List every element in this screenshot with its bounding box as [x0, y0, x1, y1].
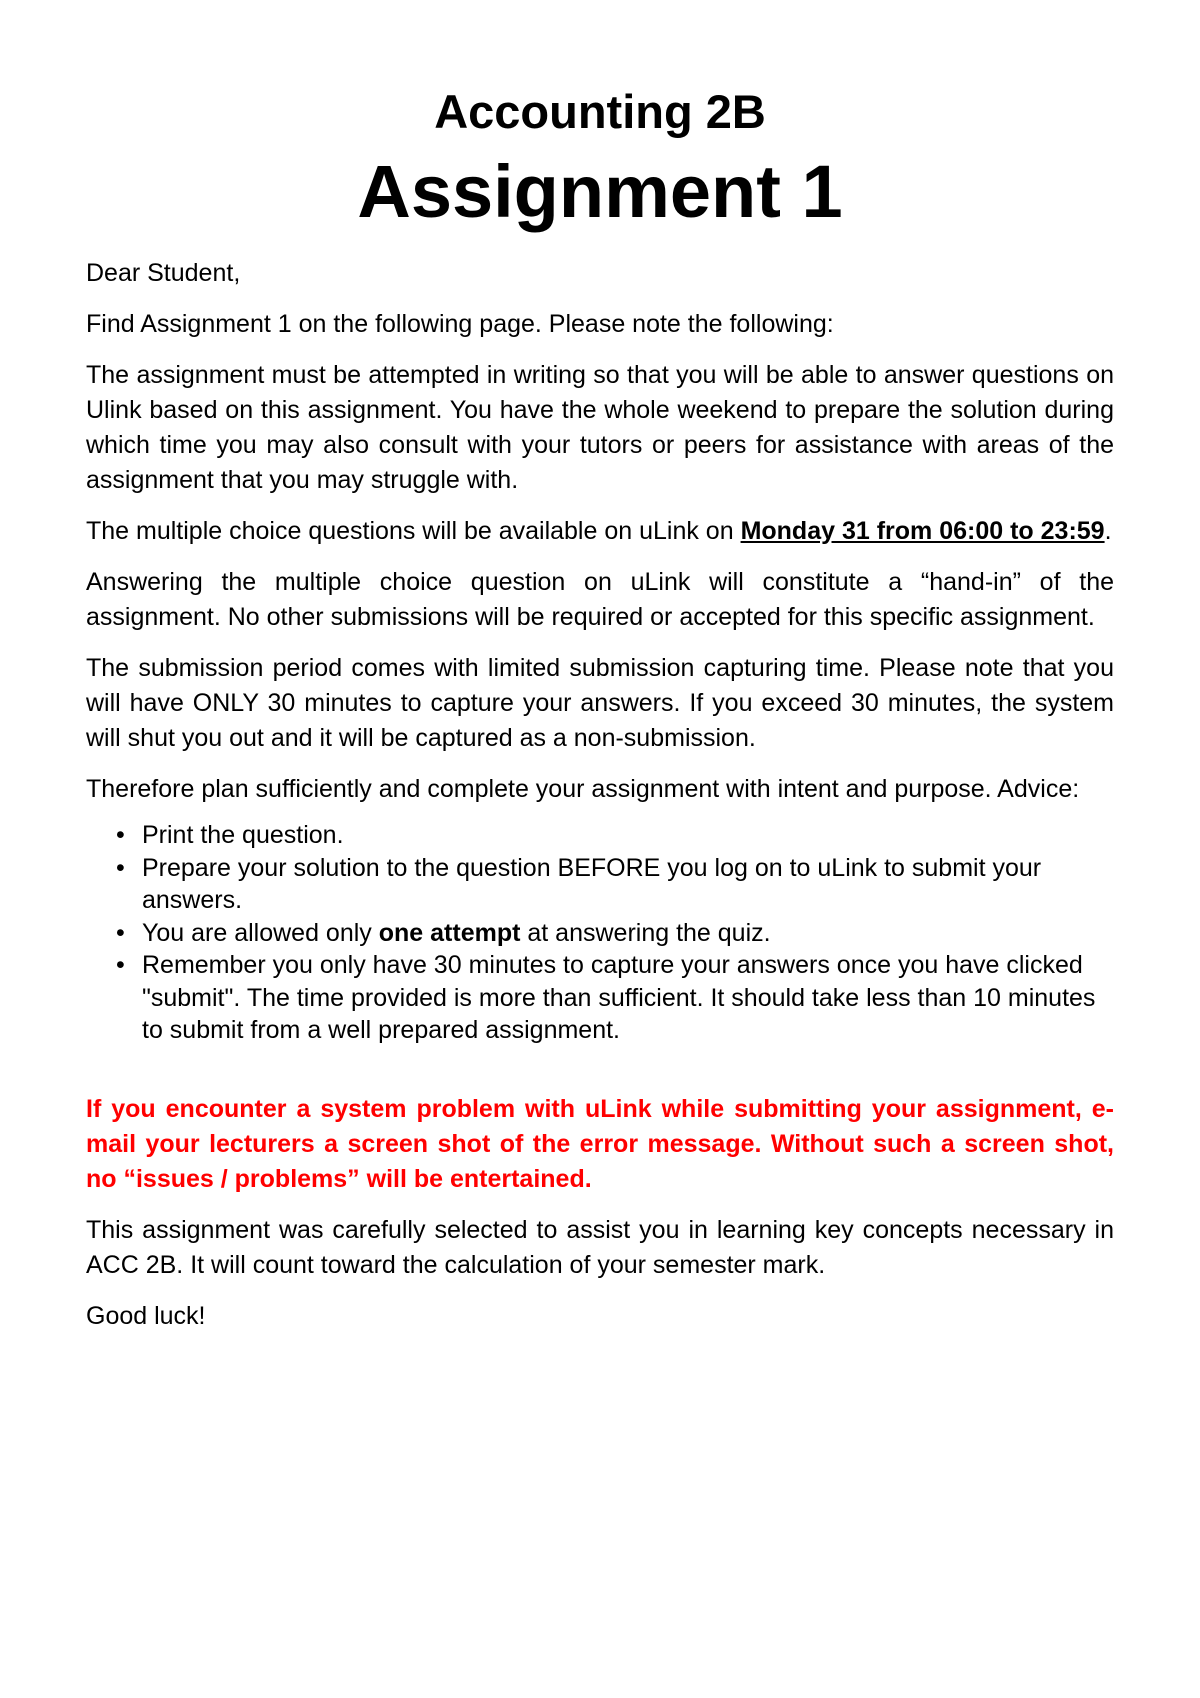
advice-item-text: Remember you only have 30 minutes to capture your answers once you have clicked "submit". The time provided is more than sufficient. It should take less than 10 minutes to submit from a well prepared assignment.	[142, 951, 1096, 1044]
assignment-title: Assignment 1	[357, 150, 843, 233]
availability-text: The multiple choice questions will be available on uLink on	[86, 517, 741, 545]
system-problem-warning: If you encounter a system problem with uLink while submitting your assignment, e-mail your lecturers a screen shot of the error message. Without such a screen shot, no “issues / problems” will be entertained.	[86, 1094, 1114, 1193]
handin-paragraph: Answering the multiple choice question on uLink will constitute a “hand-in” of the assignment. No other submissions will be required or accepted for this specific assignment.	[86, 568, 1114, 631]
bullet-icon: •	[116, 918, 125, 947]
purpose-paragraph: This assignment was carefully selected to assist you in learning key concepts necessary in ACC 2B. It will count toward the calculation of your semester mark.	[86, 1215, 1114, 1279]
availability-date: Monday 31 from 06:00 to 23:59	[740, 517, 1105, 545]
greeting: Dear Student,	[86, 259, 241, 287]
bullet-icon: •	[116, 853, 125, 882]
advice-intro-paragraph: Therefore plan sufficiently and complete your assignment with intent and purpose. Advice:	[86, 775, 1080, 803]
availability-end: .	[1104, 517, 1112, 545]
course-title: Accounting 2B	[434, 85, 766, 138]
advice-item-text: Prepare your solution to the question BEFORE you log on to uLink to submit your answers.	[142, 853, 1042, 914]
advice-item-text: Print the question.	[142, 821, 344, 849]
availability-paragraph	[86, 514, 1114, 549]
time-limit-paragraph: The submission period comes with limited submission capturing time. Please note that you will have ONLY 30 minutes to capture your answers. If you exceed 30 minutes, the system will shut you out and it will be captured as a non-submission.	[86, 654, 1114, 752]
bullet-icon: •	[116, 821, 125, 849]
advice-item	[116, 852, 1114, 917]
advice-item-text: You are allowed only	[142, 918, 379, 947]
advice-item	[116, 949, 1114, 1047]
attempt-paragraph: The assignment must be attempted in writing so that you will be able to answer questions on Ulink based on this assignment. You have the whole weekend to prepare the solution during which time you may also consult with your tutors or peers for assistance with areas of the assignment that you may struggle with.	[86, 361, 1114, 494]
bullet-icon: •	[116, 951, 125, 979]
advice-item	[116, 819, 1114, 852]
advice-item-text-end: at answering the quiz.	[520, 918, 771, 947]
advice-item	[116, 917, 1114, 950]
closing-line: Good luck!	[86, 1301, 206, 1330]
advice-list	[86, 819, 1114, 1047]
intro-paragraph: Find Assignment 1 on the following page. Please note the following:	[86, 310, 834, 338]
one-attempt-emphasis: one attempt	[378, 918, 521, 947]
